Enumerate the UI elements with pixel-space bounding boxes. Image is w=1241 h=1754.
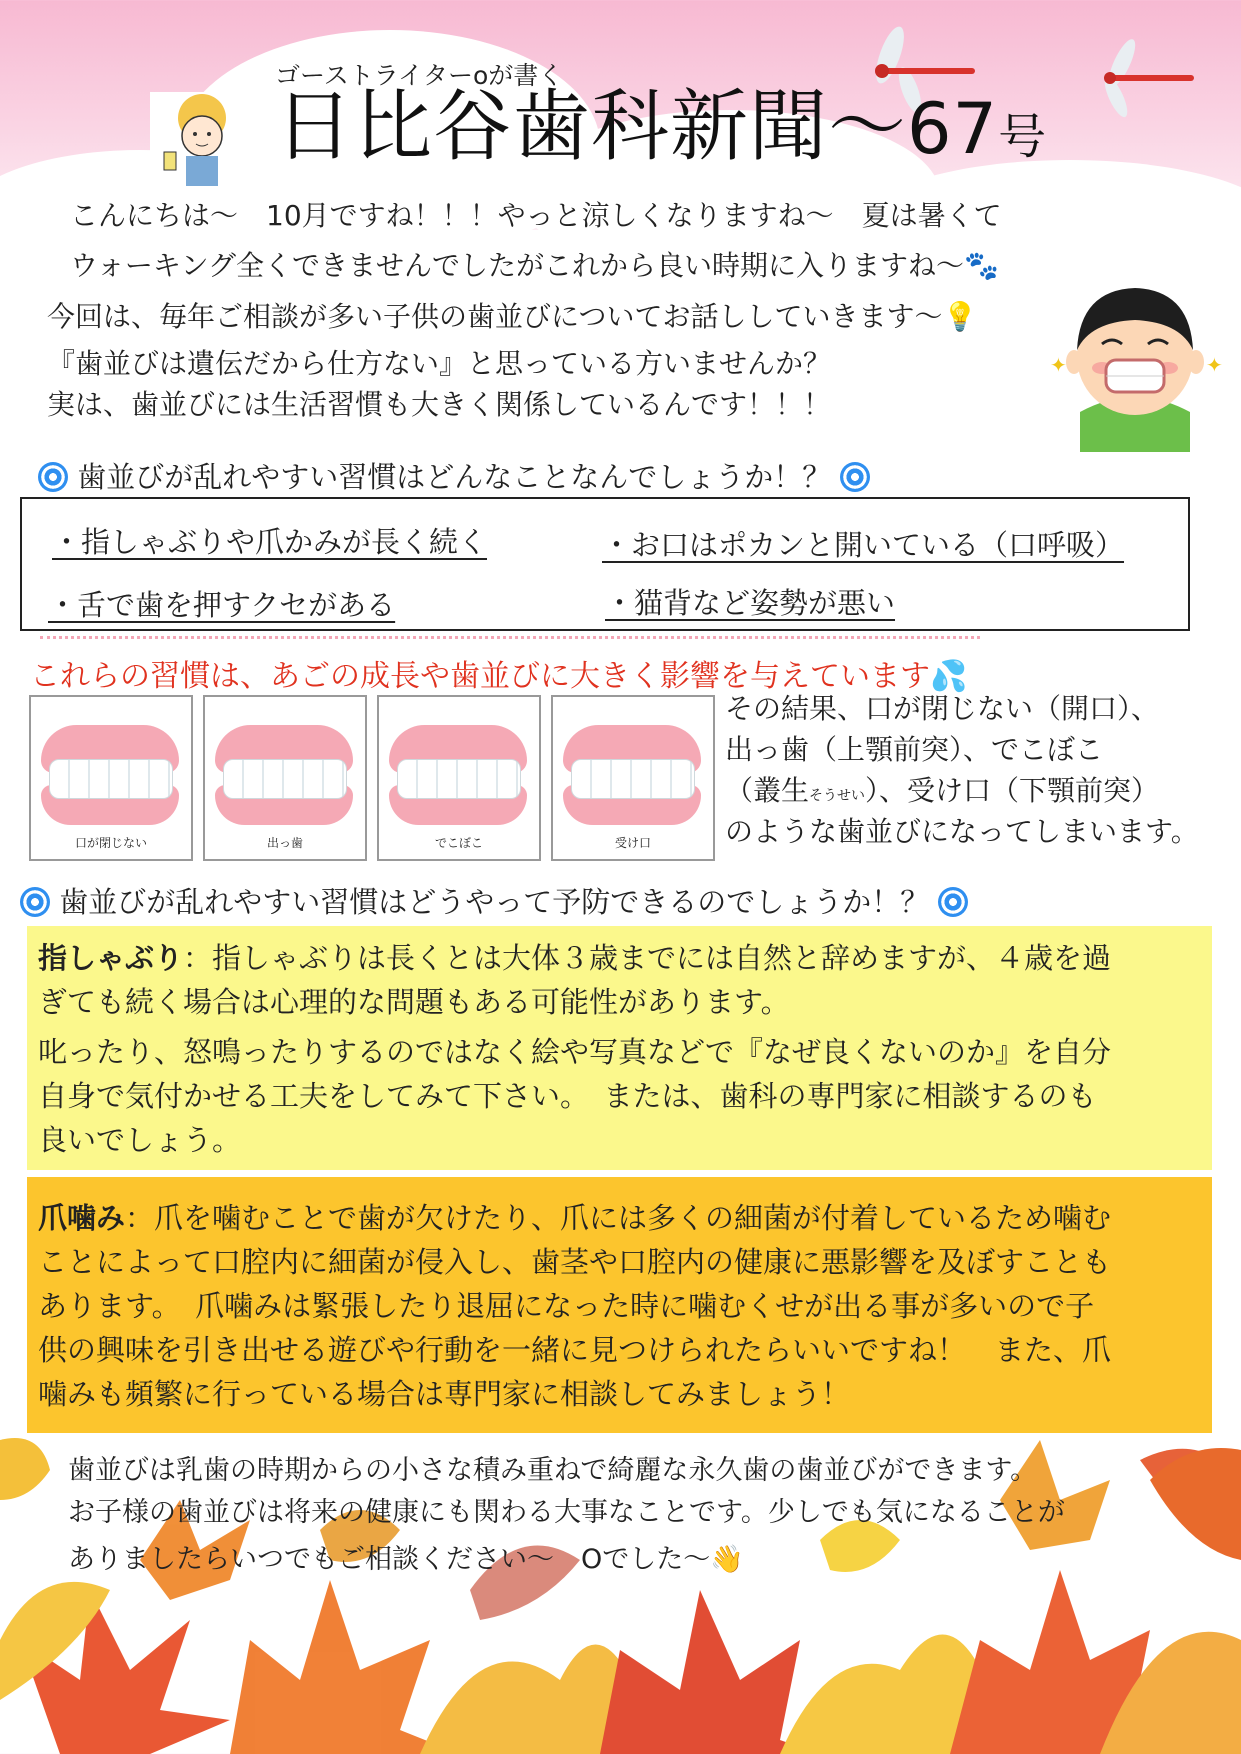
cyclone-icon: [938, 887, 968, 917]
closing-line-1: 歯並びは乳歯の時期からの小さな積み重ねで綺麗な永久歯の歯並びができます。: [68, 1455, 1038, 1486]
issue-number: 67: [907, 88, 999, 170]
title-main: 日比谷歯科新聞〜: [275, 82, 908, 172]
cyclone-icon: [840, 462, 870, 492]
cyclone-icon: [38, 462, 68, 492]
cyclone-icon: [20, 887, 50, 917]
result-line: 出っ歯（上顎前突）、でこぼこ: [725, 733, 1104, 767]
result-text: [725, 688, 1225, 853]
closing-line-3: ありましたらいつでもご相談ください〜 Oでした〜👋: [68, 1544, 744, 1575]
section-heading-text: 歯並びが乱れやすい習慣はどんなことなんでしょうか！？: [77, 460, 832, 494]
section-heading-prevention: [20, 880, 968, 921]
teeth-photo-crowding: [377, 695, 541, 861]
teeth-photo-underbite: [551, 695, 715, 861]
intro-line-4: 『歯並びは遺伝だから仕方ない』と思っている方いませんか？: [47, 347, 832, 380]
photo-caption: でこぼこ: [434, 836, 483, 850]
closing-line-2: お子様の歯並びは将来の健康にも関わる大事なことです。少しでも気になることが: [68, 1497, 1065, 1528]
habit-item: ・猫背など姿勢が悪い: [605, 586, 896, 620]
photo-caption: 受け口: [614, 836, 651, 850]
dragonfly-icon: [1090, 35, 1200, 125]
teeth-photo-overjet: [203, 695, 367, 861]
boy-smiling-illustration: [1040, 262, 1230, 452]
intro-line-2: ウォーキング全くできませんでしたがこれから良い時期に入りますね〜🐾: [70, 249, 999, 282]
svg-text:✦: ✦: [1206, 353, 1223, 377]
section-heading-text: 歯並びが乱れやすい習慣はどうやって予防できるのでしょうか！？: [59, 885, 930, 919]
svg-text:✦: ✦: [1050, 353, 1067, 377]
autumn-leaves-decoration: [0, 1430, 60, 1510]
warning-text: これらの習慣は、あごの成長や歯並びに大きく影響を与えています💦: [30, 659, 968, 694]
habit-item: ・指しゃぶりや爪かみが長く続く: [52, 525, 488, 559]
newsletter-title: [275, 82, 1048, 172]
term-nail-biting: 爪噛み: [38, 1201, 126, 1235]
dotted-divider: [40, 636, 980, 639]
ruby-reading: そうせい: [809, 788, 866, 805]
intro-line-5: 実は、歯並びには生活習慣も大きく関係しているんです！！！: [47, 388, 832, 421]
intro-line-3: 今回は、毎年ご相談が多い子供の歯並びについてお話ししていきます〜💡: [47, 300, 978, 333]
term-thumb-sucking: 指しゃぶり: [38, 941, 184, 975]
teeth-photo-open-bite: [29, 695, 193, 861]
thumb-sucking-text: 指しゃぶり：指しゃぶりは長くとは大体３歳までには自然と辞めますが、４歳を過 ぎても続く場合は心理的な問題もある可能性があります。 叱ったり、怒鳴ったりするのではなく絵や写真などで『なぜ良くないのか』を自分 自身で気付かせる工夫をしてみて下さい。 または、歯科の専門家に相談するのも 良いでしょう。: [38, 941, 1112, 1158]
nail-biting-text: 爪噛み：爪を噛むことで歯が欠けたり、爪には多くの細菌が付着しているため噛む ことによって口腔内に細菌が侵入し、歯茎や口腔内の健康に悪影響を及ぼすことも あります。 爪噛みは緊張したり退屈になった時に噛むくせが出る事が多いので子 供の興味を引き出せる遊びや行動を一緒に見つけられたらいいですね！ また、爪 噛みも頻繁に行っている場合は専門家に相談してみましょう！: [38, 1201, 1112, 1412]
newsletter-subtitle: ゴーストライターoが書く: [275, 61, 564, 90]
section-heading-habits: [38, 455, 870, 496]
autumn-leaves-decoration: [0, 1440, 1241, 1754]
issue-suffix: 号: [998, 109, 1048, 165]
autumn-leaves-decoration: [1130, 1440, 1241, 1560]
result-line: のような歯並びになってしまいます。: [725, 815, 1199, 849]
habit-item: ・舌で歯を押すクセがある: [48, 588, 396, 622]
writer-avatar: [150, 92, 250, 192]
photo-caption: 口が閉じない: [74, 836, 147, 850]
result-line: （叢生そうせい）、受け口（下顎前突）: [725, 774, 1160, 808]
photo-caption: 出っ歯: [266, 836, 303, 850]
habit-item: ・お口はポカンと開いている（口呼吸）: [602, 528, 1125, 562]
intro-line-1: こんにちは〜 10月ですね！！！やっと涼しくなりますね〜 夏は暑くて: [70, 199, 1002, 232]
result-line: その結果、口が閉じない（開口）、: [725, 692, 1160, 725]
